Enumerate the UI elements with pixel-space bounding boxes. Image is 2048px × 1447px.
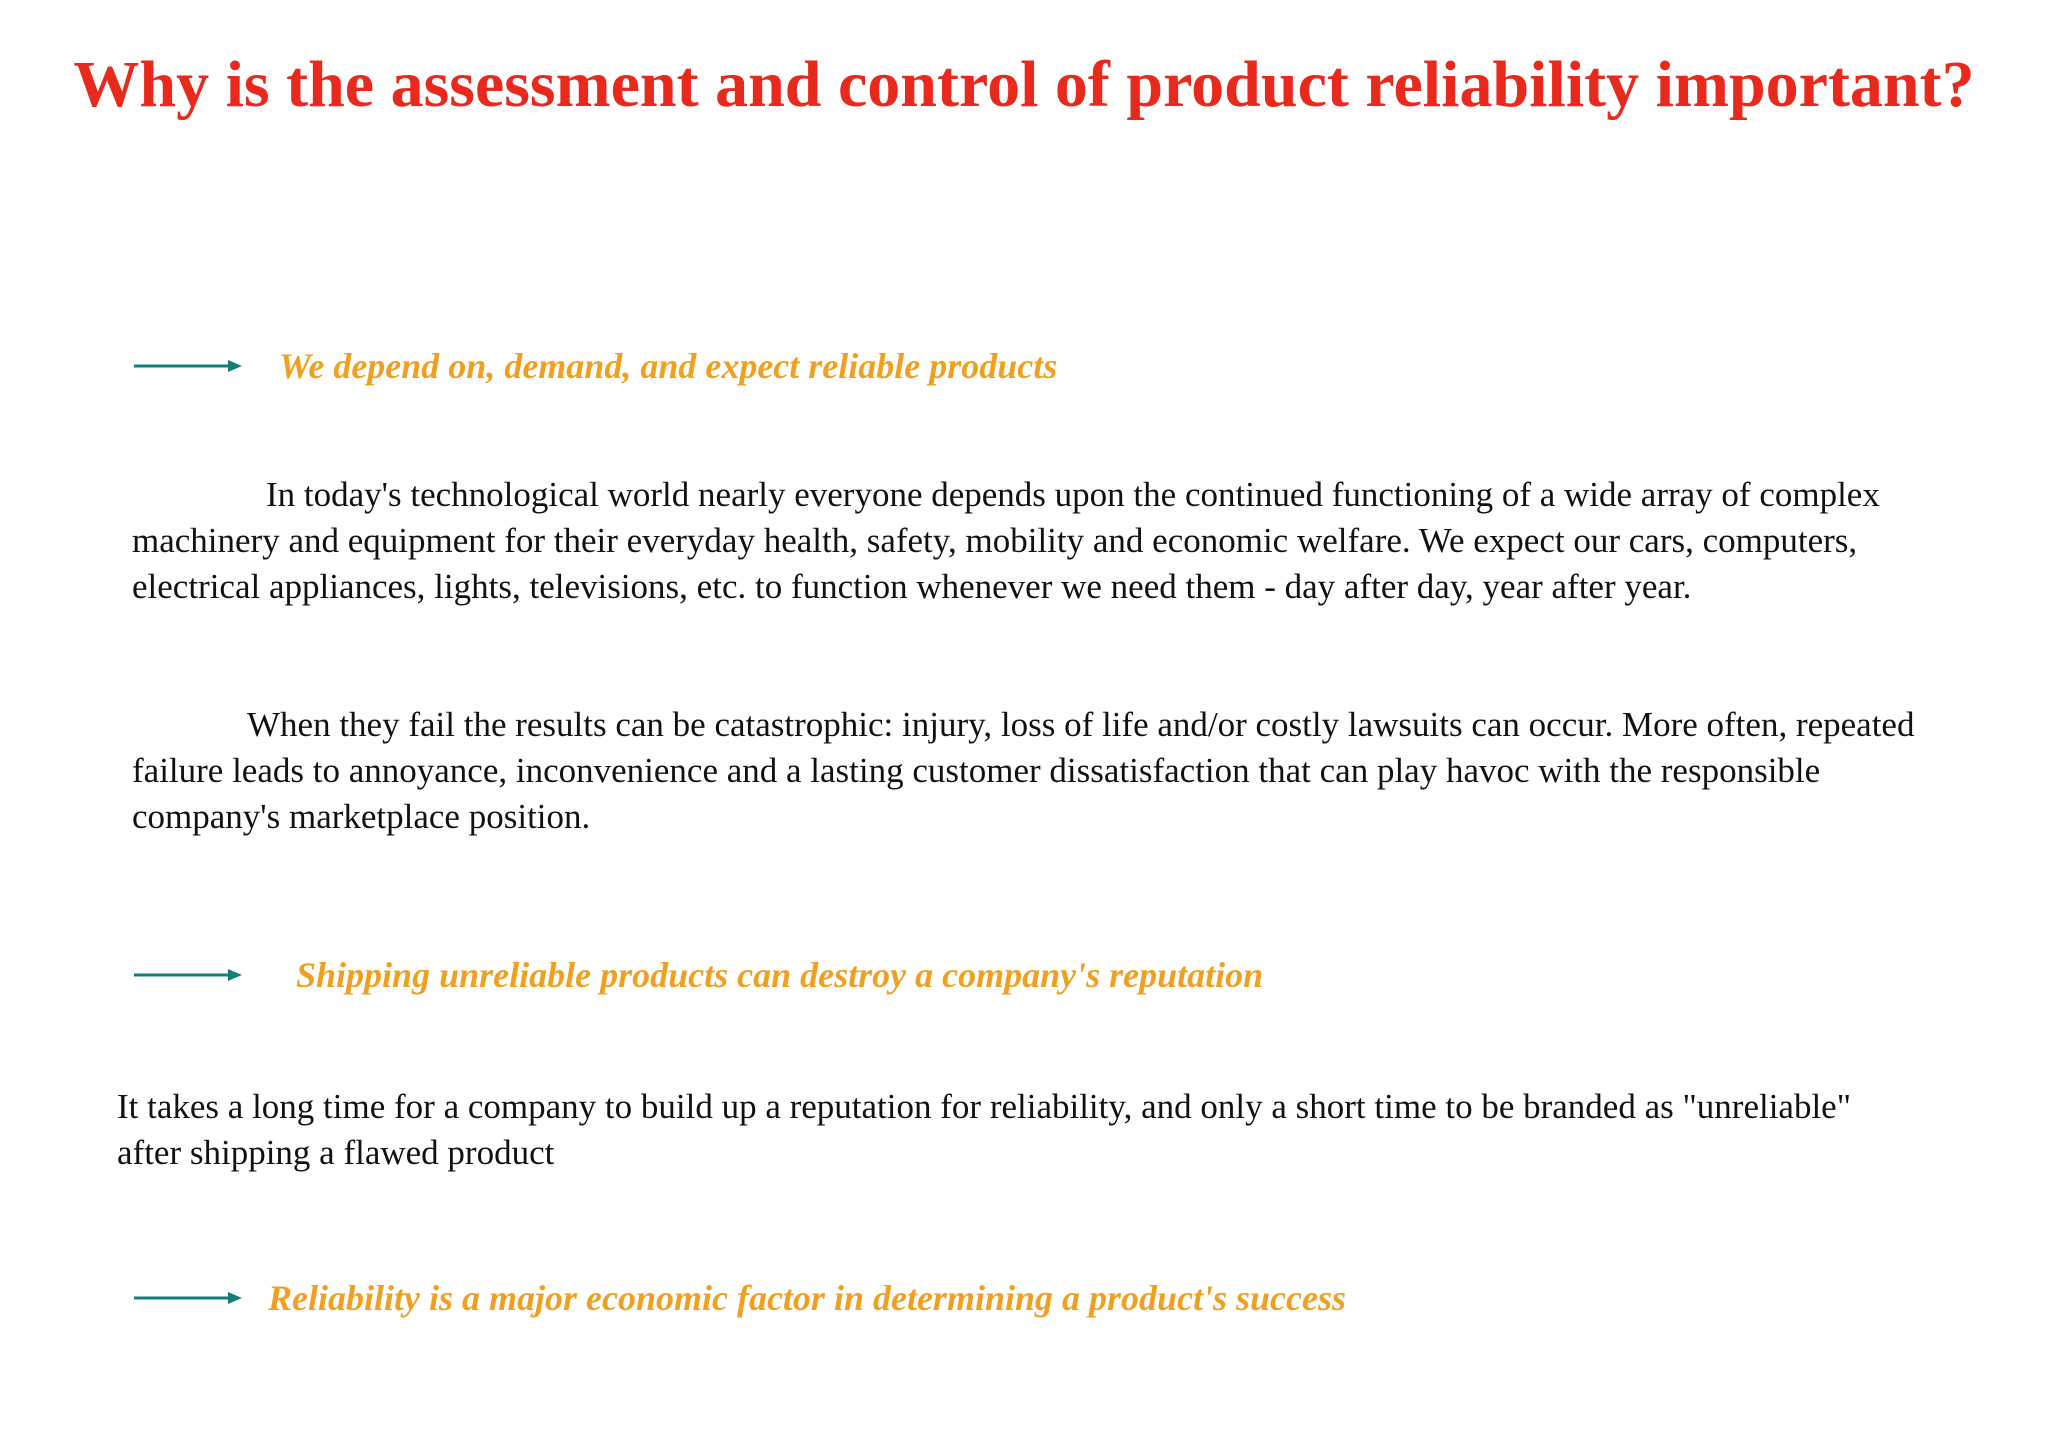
section-heading-1 [0,336,2048,396]
section-heading-text: Shipping unreliable products can destroy a company's reputation [296,955,1264,995]
page-title: Why is the assessment and control of product reliability important? [73,48,1975,121]
section-heading-text: Reliability is a major economic factor in determining a product's success [268,1278,1346,1318]
section-heading-3 [0,1268,2048,1328]
paragraph-reputation: It takes a long time for a company to build up a reputation for reliability, and only a short time to be branded as "unreliable" after shipping a flawed product [117,1087,1852,1172]
arrow-right-icon [134,967,244,983]
section-heading-text: We depend on, demand, and expect reliable products [279,346,1058,386]
paragraph-failure: When they fail the results can be catastrophic: injury, loss of life and/or costly lawsuits can occur. More often, repeated failure leads to annoyance, inconvenience and a lasting customer dissatisfaction that can play havoc with the responsible company's marketplace position. [132,705,1915,836]
arrow-right-icon [134,1290,244,1306]
section-heading-2 [0,945,2048,1005]
paragraph-dependence: In today's technological world nearly everyone depends upon the continued functioning of a wide array of complex machinery and equipment for their everyday health, safety, mobility and economic welfare. We expect our cars, computers, electrical appliances, lights, televisions, etc. to function whenever we need them - day after day, year after year. [132,475,1880,606]
arrow-right-icon [134,358,244,374]
